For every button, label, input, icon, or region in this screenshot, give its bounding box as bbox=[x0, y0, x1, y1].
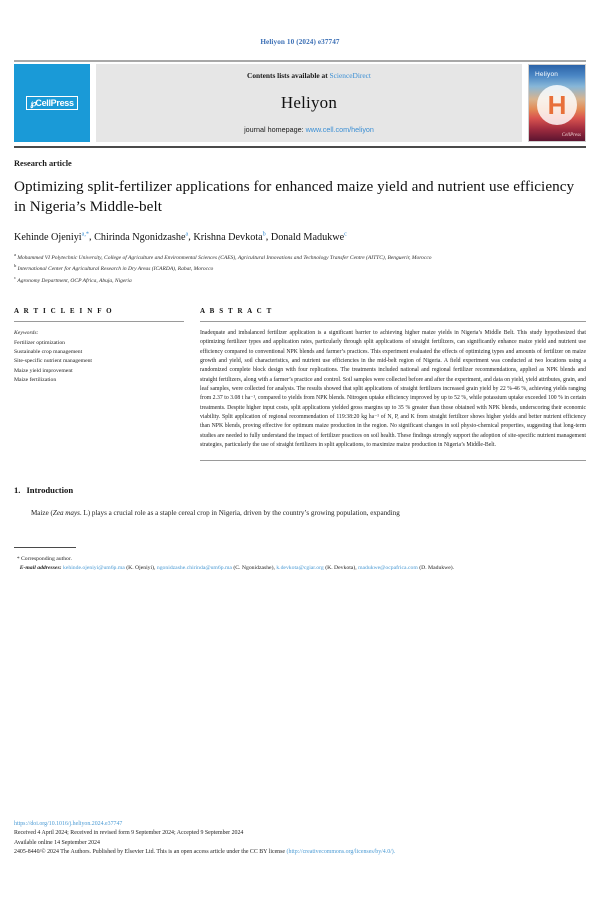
author-list: Kehinde Ojeniyi$^{a,*}$, Chirinda Ngonidzashe$^a$, Krishna Devkota$^b$, Donald Madukwe$^c$ bbox=[14, 230, 347, 243]
article-info-column bbox=[14, 307, 184, 461]
cover-h-letter-icon: H bbox=[547, 89, 567, 120]
email-addresses-note bbox=[14, 564, 586, 573]
running-head: Heliyon 10 (2024) e37747 bbox=[260, 38, 340, 46]
email-person-1: (K. Ojeniyi), bbox=[126, 564, 156, 571]
contents-prefix: Contents lists available at bbox=[247, 71, 330, 80]
author-2-marks: a bbox=[185, 230, 189, 238]
affiliation-c bbox=[14, 274, 586, 285]
author-1-marks: a,* bbox=[81, 230, 90, 238]
journal-cover-thumbnail bbox=[528, 64, 586, 142]
affiliation-b bbox=[14, 262, 586, 273]
cellpress-logo bbox=[26, 96, 77, 110]
keyword-item: Maize fertilization bbox=[14, 377, 57, 384]
license-url-link[interactable]: (http://creativecommons.org/licenses/by/4.0/). bbox=[286, 849, 396, 856]
homepage-prefix: journal homepage: bbox=[244, 125, 306, 134]
keyword-item: Site-specific nutrient management bbox=[14, 358, 93, 365]
contents-list-line bbox=[96, 71, 522, 80]
author-2-name: Chirinda Ngonidzashe bbox=[94, 231, 186, 243]
abstract-bottom-rule bbox=[200, 460, 586, 461]
email-person-2: (C. Ngonidzashe), bbox=[233, 564, 275, 571]
affiliation-b-text: International Center for Agricultural Research in Dry Areas (ICARDA), Rabat, Morocco bbox=[17, 266, 214, 273]
affiliation-list bbox=[14, 251, 586, 285]
sciencedirect-link[interactable]: ScienceDirect bbox=[329, 71, 371, 80]
author-4 bbox=[271, 232, 347, 243]
corresponding-author-text: Corresponding author. bbox=[21, 555, 72, 562]
received-dates: Received 4 April 2024; Received in revised form 9 September 2024; Accepted 9 September 2024 bbox=[14, 830, 244, 837]
available-online: Available online 14 September 2024 bbox=[14, 839, 100, 846]
email-person-4: (D. Madukwe). bbox=[419, 564, 455, 571]
email-link-4[interactable]: madukwe@ocpafrica.com bbox=[358, 564, 418, 571]
info-abstract-row bbox=[14, 307, 586, 461]
page-title: Optimizing split-fertilizer applications for enhanced maize yield and nutrient use efficiency in Nigeria’s Middle-belt bbox=[14, 178, 575, 216]
email-link-1[interactable]: kehinde.ojeniyi@um6p.ma bbox=[62, 564, 125, 571]
keyword-item: Sustainable crop management bbox=[14, 348, 83, 355]
author-2 bbox=[94, 232, 188, 243]
keyword-item: Maize yield improvement bbox=[14, 367, 73, 374]
section-title: Introduction bbox=[26, 485, 74, 496]
journal-masthead bbox=[14, 60, 586, 148]
article-info-rule bbox=[14, 321, 184, 322]
affiliation-c-mark: c bbox=[14, 274, 17, 280]
abstract-rule bbox=[200, 321, 586, 322]
affiliation-a bbox=[14, 251, 586, 262]
affiliation-c-text: Agronomy Department, OCP Africa, Abuja, Nigeria bbox=[17, 277, 132, 284]
cover-circle-badge bbox=[537, 85, 577, 125]
keyword-item: Fertilizer optimization bbox=[14, 339, 66, 346]
article-type-label: Research article bbox=[14, 159, 72, 168]
author-1-name: Kehinde Ojeniyi bbox=[14, 231, 82, 243]
footnote-block bbox=[14, 555, 586, 573]
intro-text-b: . L) plays a crucial role as a staple cereal crop in Nigeria, driven by the country’s growing population, expanding bbox=[79, 509, 400, 518]
corresponding-author-note bbox=[14, 555, 586, 564]
masthead-bottom-rule bbox=[14, 146, 586, 148]
cellpress-mark-icon: ℘ bbox=[30, 97, 36, 108]
keywords-label: Keywords: bbox=[14, 330, 39, 337]
abstract-column bbox=[200, 307, 586, 461]
journal-homepage-line bbox=[96, 125, 522, 134]
masthead-top-rule bbox=[14, 60, 586, 62]
journal-name: Heliyon bbox=[280, 92, 338, 112]
author-3-marks: b bbox=[262, 230, 266, 238]
species-name: Zea mays bbox=[52, 509, 80, 518]
footnote-rule bbox=[14, 547, 76, 548]
affiliation-a-text: Mohammed VI Polytechnic University, College of Agriculture and Environmental Sciences (CAES), Agricultural Innovations and Technology Transfer Centre (AITTC), Benguerir, Morocco bbox=[17, 254, 432, 261]
author-3-name: Krishna Devkota bbox=[193, 231, 263, 243]
affiliation-b-mark: b bbox=[14, 263, 17, 269]
email-person-3: (K. Devkota), bbox=[325, 564, 357, 571]
email-label: E-mail addresses: bbox=[19, 564, 62, 571]
cellpress-logo-text: CellPress bbox=[35, 97, 74, 108]
section-number: 1. bbox=[14, 485, 21, 496]
asterisk-icon: * bbox=[16, 555, 20, 562]
affiliation-a-mark: a bbox=[14, 252, 17, 258]
introduction-paragraph bbox=[14, 508, 586, 519]
email-link-2[interactable]: ngonidzashe.chirinda@um6p.ma bbox=[156, 564, 232, 571]
cover-journal-title: Heliyon bbox=[535, 71, 559, 78]
author-4-name: Donald Madukwe bbox=[270, 231, 345, 243]
copyright-text: 2405-8440/© 2024 The Authors. Published by Elsevier Ltd. This is an open access article under the CC BY license bbox=[14, 849, 286, 856]
doi-link[interactable]: https://doi.org/10.1016/j.heliyon.2024.e37747 bbox=[14, 820, 123, 827]
email-link-3[interactable]: k.devkota@cgiar.org bbox=[276, 564, 324, 571]
author-1 bbox=[14, 232, 89, 243]
section-heading-introduction bbox=[14, 485, 586, 495]
author-3 bbox=[193, 232, 265, 243]
article-info-heading: A R T I C L E I N F O bbox=[14, 307, 114, 316]
copyright-line bbox=[14, 848, 586, 858]
abstract-text: Inadequate and imbalanced fertilizer application is a significant barrier to achieving higher maize yields in Nigeria’s Middle Belt. This study hypothesized that optimizing fertilizer types and application rates, particularly through split applications of straight fertilizers, can significantly enhance maize yield and nutrient use efficiency compared to conventional NPK blends and farmer’s practices. This experiment evaluated the effects of optimizing types and amounts of fertilizer on maize growth and yield, soil characteristics, and nutrient use efficiencies in the mid-belt region of Nigeria. A field experiment was conducted at two locations using a randomized complete block design with four replications. The treatments included national and regional fertilizer recommendations, applied as NPK blends and straight fertilizers, along with a farmer’s practice and control. Soil samples were collected before and after the experiment, and data on yield, yield attributes, grain, and leaf samples, were collected for analysis. The results showed that split applications of straight fertilizers increased grain yield by 22 %-46 %, achieving yields ranging from 2.37 to 3.08 t ha⁻¹, compared to yields from NPK blends. Nitrogen uptake efficiency improved by up to 52 %, while potassium uptake exceeded 100 % in certain treatments. Despite higher input costs, split applications yielded gross margins up to 35 % greater than those obtained with NPK blends, underscoring their economic viability. Split application of regional recommendation of 119:38:20 kg ha⁻¹ of N, P, and K from straight fertilizer shows higher yields and better nutrient efficiency than NPK blends, proving effective for optimum maize production in the region. No significant changes in soil physio-chemical properties, suggesting that long-term studies are needed to fully understand the impact of fertilizer practices on soil health. These findings strongly support the adoption of site-specific nutrient management strategies, particularly the use of straight fertilizers in split applications, to maximize maize production in Nigeria’s Middle-Belt. bbox=[200, 330, 586, 448]
abstract-heading: A B S T R A C T bbox=[200, 307, 273, 316]
masthead-center bbox=[96, 64, 522, 142]
cellpress-logo-box bbox=[14, 64, 90, 142]
journal-homepage-link[interactable]: www.cell.com/heliyon bbox=[305, 125, 374, 134]
intro-text-a: Maize ( bbox=[31, 509, 53, 518]
author-4-marks: c bbox=[344, 230, 347, 238]
cover-publisher-mark: CellPress bbox=[561, 133, 581, 138]
page-footer bbox=[14, 820, 586, 858]
